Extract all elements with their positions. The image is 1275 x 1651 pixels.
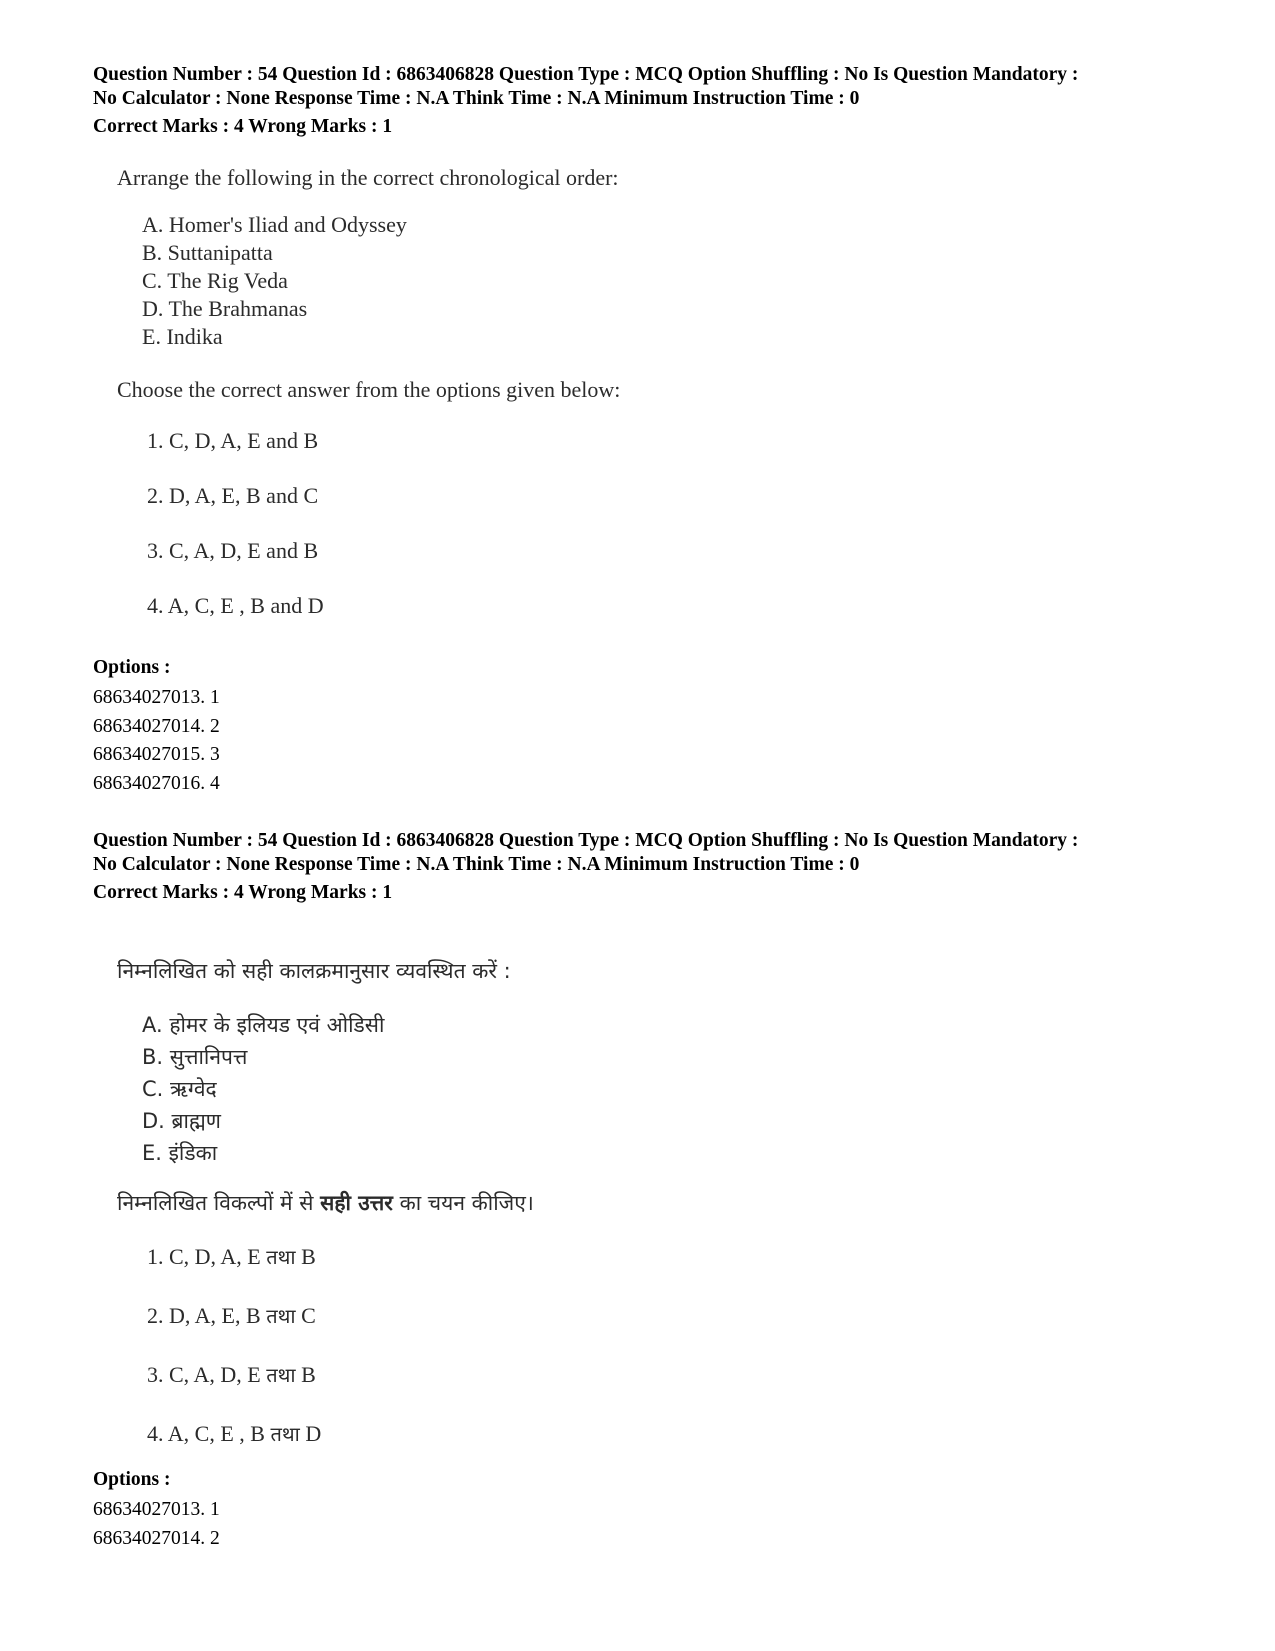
question-meta-line: No Calculator : None Response Time : N.A Think Time : N.A Minimum Instruction Time : 0 bbox=[93, 854, 860, 875]
answer-choice: 1. C, D, A, E and B bbox=[147, 428, 319, 453]
marks-line: Correct Marks : 4 Wrong Marks : 1 bbox=[93, 116, 393, 137]
question-meta-line: Question Number : 54 Question Id : 6863406828 Question Type : MCQ Option Shuffling : No Is Question Mandatory : bbox=[93, 64, 1079, 85]
question-body-hindi bbox=[117, 955, 1017, 1475]
option-id: 68634027014. 2 bbox=[93, 1527, 220, 1549]
marks-line: Correct Marks : 4 Wrong Marks : 1 bbox=[93, 882, 393, 903]
answer-choice-text: D bbox=[299, 1421, 322, 1446]
answer-choice-text: तथा bbox=[266, 1245, 296, 1269]
options-section bbox=[93, 656, 1233, 798]
instruction-text: निम्नलिखित विकल्पों में से bbox=[117, 1191, 321, 1215]
list-item: C. The Rig Veda bbox=[142, 268, 288, 293]
list-item: E. Indika bbox=[142, 324, 223, 349]
list-item: A. Homer's Iliad and Odyssey bbox=[142, 212, 407, 237]
item-list bbox=[117, 1009, 1017, 1169]
instruction-bold-text: सही उत्तर bbox=[320, 1191, 393, 1215]
answer-choice-text: B bbox=[295, 1362, 316, 1387]
list-item: D. The Brahmanas bbox=[142, 296, 308, 321]
answer-choice-text: 3. C, A, D, E bbox=[147, 1362, 267, 1387]
answer-choice-text: 2. D, A, E, B bbox=[147, 1303, 267, 1328]
answer-choice-text: 4. A, C, E , B bbox=[147, 1421, 271, 1446]
answer-choice-text: C bbox=[295, 1303, 316, 1328]
instruction-text: का चयन कीजिए। bbox=[392, 1191, 534, 1215]
list-item: A. होमर के इलियड एवं ओडिसी bbox=[142, 1013, 385, 1037]
option-id: 68634027014. 2 bbox=[93, 715, 220, 737]
answer-choice bbox=[147, 1239, 1017, 1298]
option-id-list bbox=[93, 684, 1233, 798]
list-item: B. सुत्तानिपत्त bbox=[142, 1045, 248, 1069]
item-list bbox=[117, 211, 1017, 351]
question-body-english bbox=[117, 163, 1017, 643]
list-item: C. ऋग्वेद bbox=[142, 1077, 217, 1101]
answer-choice-list bbox=[117, 1239, 1017, 1475]
option-id-list bbox=[93, 1496, 1233, 1553]
answer-choice: 3. C, A, D, E and B bbox=[147, 538, 319, 563]
list-item: D. ब्राह्मण bbox=[142, 1109, 221, 1133]
answer-instruction bbox=[117, 1187, 1017, 1219]
question-header-english bbox=[93, 63, 1233, 139]
list-item: E. इंडिका bbox=[142, 1141, 218, 1165]
list-item: B. Suttanipatta bbox=[142, 240, 273, 265]
answer-choice-text: तथा bbox=[266, 1304, 296, 1328]
question-stem: निम्नलिखित को सही कालक्रमानुसार व्यवस्थित करें : bbox=[117, 959, 511, 983]
answer-choice bbox=[147, 1357, 1017, 1416]
option-id: 68634027013. 1 bbox=[93, 1499, 220, 1520]
answer-choice-text: 1. C, D, A, E bbox=[147, 1244, 267, 1269]
answer-choice bbox=[147, 1298, 1017, 1357]
question-meta-line: No Calculator : None Response Time : N.A Think Time : N.A Minimum Instruction Time : 0 bbox=[93, 88, 860, 109]
option-id: 68634027015. 3 bbox=[93, 744, 220, 765]
option-id: 68634027016. 4 bbox=[93, 772, 220, 794]
options-label: Options : bbox=[93, 1469, 171, 1490]
options-section bbox=[93, 1468, 1233, 1553]
answer-choice bbox=[147, 1416, 1017, 1475]
option-id: 68634027013. 1 bbox=[93, 687, 220, 708]
answer-choice-text: B bbox=[295, 1244, 316, 1269]
answer-choice: 2. D, A, E, B and C bbox=[147, 483, 319, 508]
answer-choice-list bbox=[117, 423, 1017, 643]
question-meta-line: Question Number : 54 Question Id : 6863406828 Question Type : MCQ Option Shuffling : No Is Question Mandatory : bbox=[93, 830, 1079, 851]
answer-choice: 4. A, C, E , B and D bbox=[147, 593, 324, 618]
question-stem: Arrange the following in the correct chronological order: bbox=[117, 165, 619, 190]
answer-instruction: Choose the correct answer from the options given below: bbox=[117, 377, 621, 402]
options-label: Options : bbox=[93, 657, 171, 678]
question-header-hindi bbox=[93, 829, 1233, 905]
answer-choice-text: तथा bbox=[270, 1422, 300, 1446]
answer-choice-text: तथा bbox=[266, 1363, 296, 1387]
